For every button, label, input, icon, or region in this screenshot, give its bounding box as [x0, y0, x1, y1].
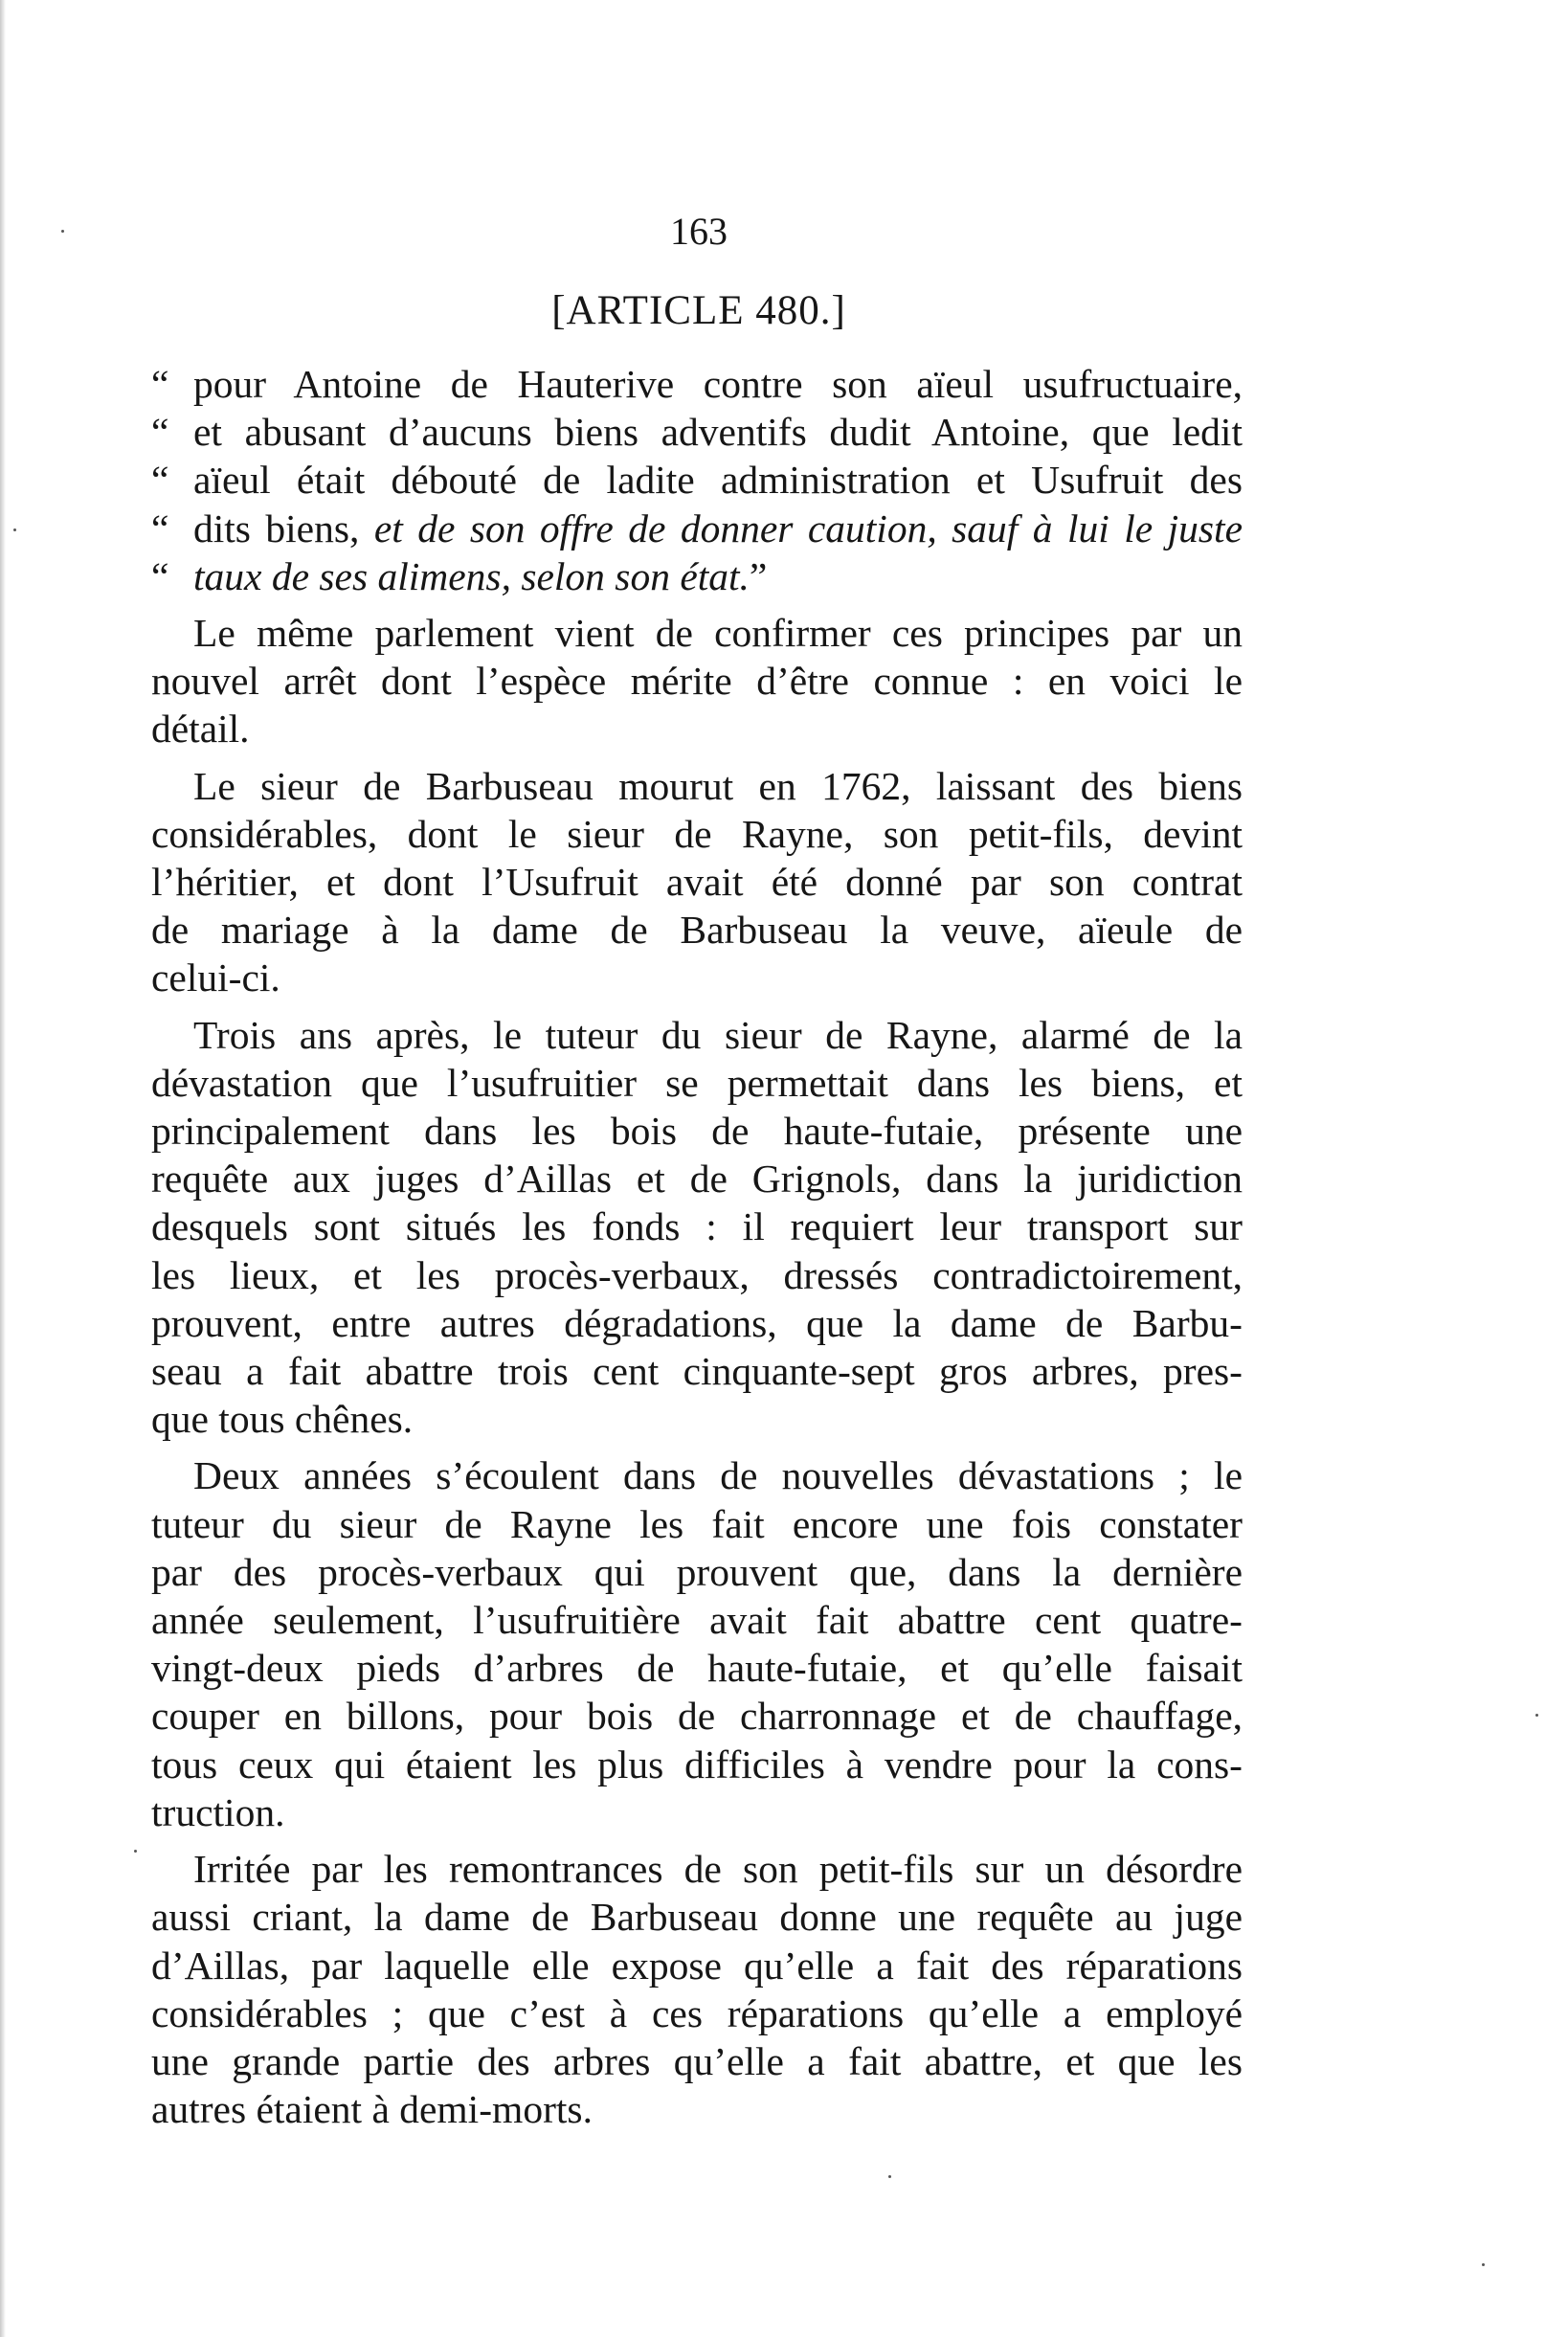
text-line: tous ceux qui étaient les plus difficiles à vendre pour la cons- — [151, 1742, 1243, 1786]
text-line: nouvel arrêt dont l’espèce mérite d’être connue : en voici le — [151, 659, 1243, 704]
quote-line — [151, 456, 1243, 504]
quote-italic-text: et de son offre de donner caution, sauf à lui le juste — [373, 506, 1243, 551]
quote-roman-text: dits biens, — [193, 506, 374, 551]
text-line: prouvent, entre autres dégradations, que la dame de Barbu- — [151, 1300, 1243, 1345]
paragraph — [151, 609, 1243, 753]
text-line: les lieux, et les procès-verbaux, dressés contradictoirement, — [151, 1252, 1243, 1297]
quote-line-text: pour Antoine de Hauterive contre son aïeul usufructuaire, — [193, 362, 1243, 406]
text-line: année seulement, l’usufruitière avait fait abattre cent quatre- — [151, 1598, 1243, 1643]
paragraph — [151, 762, 1243, 1002]
print-speck — [61, 230, 64, 233]
text-line: aussi criant, la dame de Barbuseau donne une requête au juge — [151, 1895, 1243, 1940]
quote-line-text: aïeul était débouté de ladite administration et Usufruit des — [193, 458, 1243, 503]
text-line: détail. — [151, 707, 250, 752]
text-line: que tous chênes. — [151, 1397, 414, 1442]
quote-line-text — [193, 552, 1243, 600]
quote-line — [151, 408, 1243, 456]
quote-mark: “ — [151, 410, 169, 455]
quotation-block — [151, 360, 1243, 600]
print-speck — [1482, 2263, 1485, 2266]
text-line: Irritée par les remontrances de son petit-fils sur un désordre — [193, 1847, 1243, 1892]
text-line: dévastation que l’usufruitier se permettait dans les biens, et — [151, 1060, 1243, 1105]
quote-mark: “ — [151, 458, 169, 503]
text-line: desquels sont situés les fonds : il requiert leur transport sur — [151, 1204, 1243, 1249]
page-number: 163 — [670, 210, 728, 253]
text-line: une grande partie des arbres qu’elle a fait abattre, et que les — [151, 2038, 1243, 2083]
text-line: d’Aillas, par laquelle elle expose qu’elle a fait des réparations — [151, 1943, 1243, 1988]
print-speck — [1535, 1714, 1538, 1717]
quote-line — [151, 505, 1243, 552]
text-line: de mariage à la dame de Barbuseau la veuve, aïeule de — [151, 908, 1243, 953]
quote-mark: “ — [151, 362, 169, 406]
text-line: requête aux juges d’Aillas et de Grignols, dans la juridiction — [151, 1157, 1243, 1202]
text-line: l’héritier, et dont l’Usufruit avait été donné par son contrat — [151, 860, 1243, 905]
article-heading: [ARTICLE 480.] — [551, 288, 846, 333]
text-line: considérables, dont le sieur de Rayne, son petit-fils, devint — [151, 811, 1243, 856]
text-line: tuteur du sieur de Rayne les fait encore une fois constater — [151, 1501, 1243, 1546]
print-speck — [134, 1850, 137, 1853]
quote-line-text — [193, 505, 1243, 552]
quote-italic-text: taux de ses alimens, selon son état. — [193, 553, 750, 598]
text-line: principalement dans les bois de haute-futaie, présente une — [151, 1109, 1243, 1154]
body-text — [151, 360, 1243, 2133]
quote-line-text: et abusant d’aucuns biens adventifs dudit Antoine, que ledit — [193, 410, 1243, 455]
quote-line — [151, 360, 1243, 408]
text-line: vingt-deux pieds d’arbres de haute-futaie, et qu’elle faisait — [151, 1646, 1243, 1691]
paragraph — [151, 1451, 1243, 1836]
text-line: par des procès-verbaux qui prouvent que, dans la dernière — [151, 1549, 1243, 1594]
text-line: Le sieur de Barbuseau mourut en 1762, laissant des biens — [193, 763, 1243, 808]
text-line: considérables ; que c’est à ces réparations qu’elle a employé — [151, 1990, 1243, 2035]
page-edge-shadow — [0, 0, 6, 2337]
quote-close-mark: ” — [749, 553, 768, 598]
text-line: Trois ans après, le tuteur du sieur de Rayne, alarmé de la — [193, 1012, 1243, 1057]
text-line: celui-ci. — [151, 955, 280, 1000]
text-line: truction. — [151, 1789, 285, 1834]
text-line: autres étaient à demi-morts. — [151, 2087, 593, 2132]
text-line: seau a fait abattre trois cent cinquante-sept gros arbres, pres- — [151, 1349, 1243, 1394]
text-line: Deux années s’écoulent dans de nouvelles dévastations ; le — [193, 1453, 1243, 1498]
text-line: Le même parlement vient de confirmer ces principes par un — [193, 611, 1243, 656]
print-speck — [13, 528, 16, 531]
quote-mark: “ — [151, 506, 169, 551]
print-speck — [888, 2175, 891, 2178]
quote-line — [151, 552, 1243, 600]
text-line: couper en billons, pour bois de charronnage et de chauffage, — [151, 1694, 1243, 1739]
paragraph — [151, 1011, 1243, 1444]
quote-mark: “ — [151, 553, 169, 598]
paragraph — [151, 1845, 1243, 2133]
